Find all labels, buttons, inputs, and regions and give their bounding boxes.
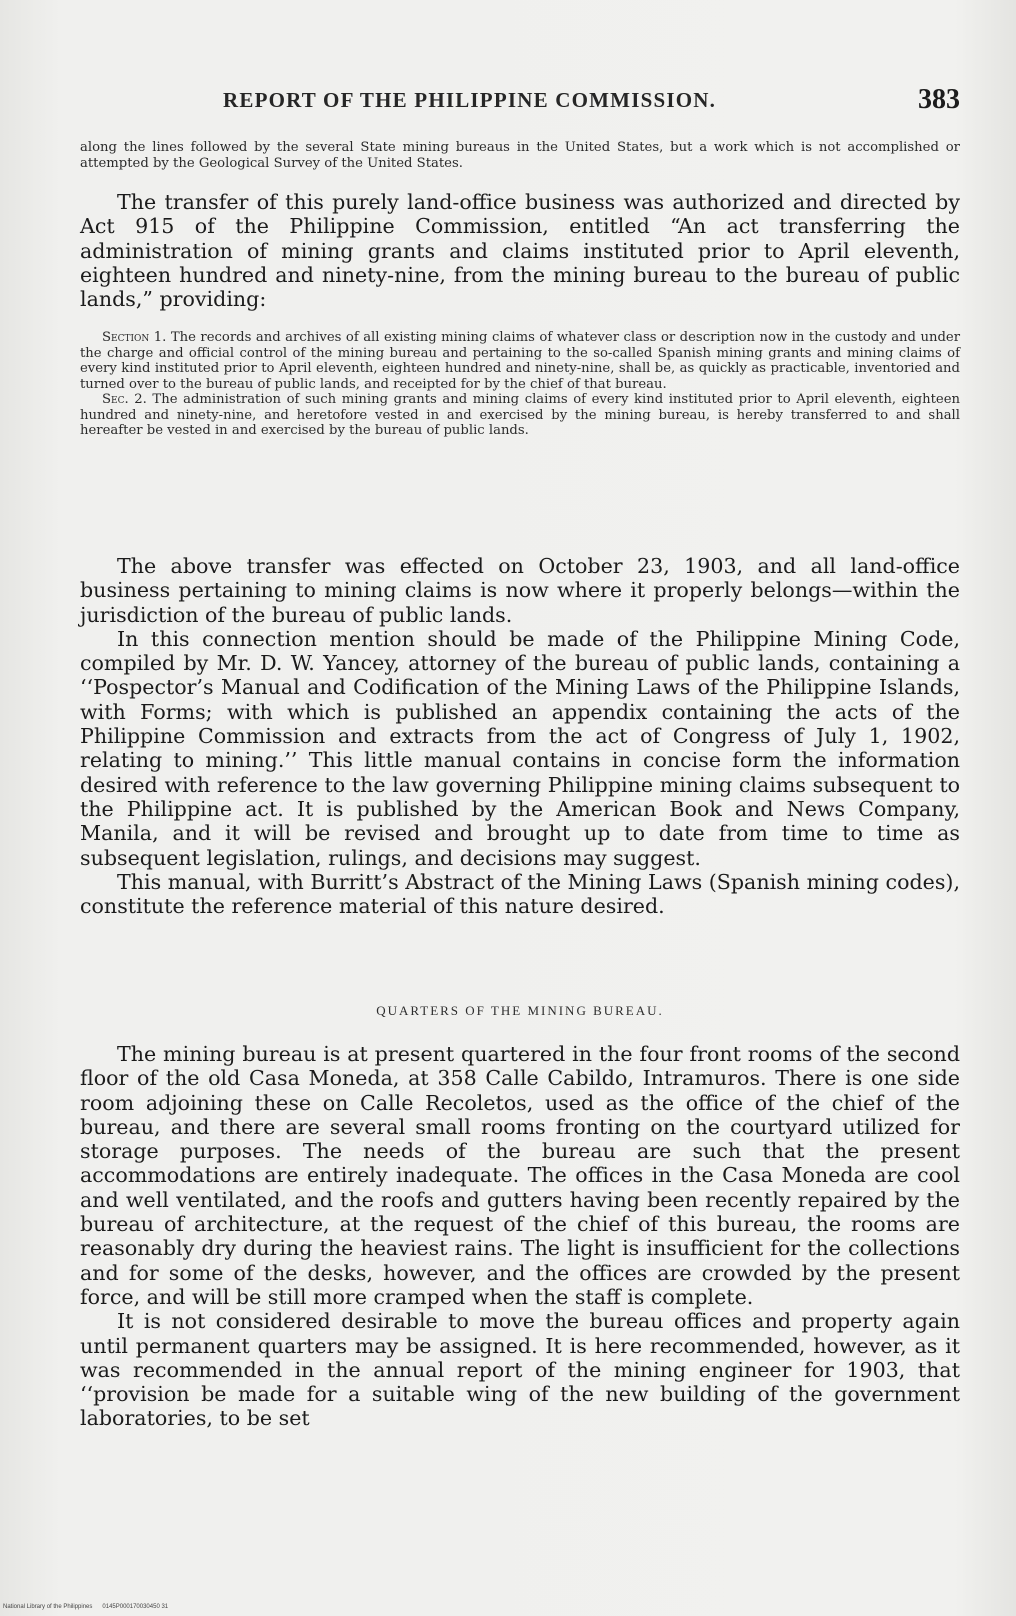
footer-code: 0145P000170030450 31	[102, 1604, 169, 1610]
paragraph-block-2	[80, 554, 960, 918]
section-1-label: Section 1.	[102, 330, 167, 345]
paragraph-6: It is not considered desirable to move the bureau offices and property again until permanent quarters may be assigned. It is here recommended, however, as it was recommended in the annual report of the mining engineer for 1903, that ‘‘provision be made for a suitable wing of the new building of the government laboratories, to be set	[80, 1309, 960, 1431]
section-2-text: The administration of such mining grants and mining claims of every kind instituted prior to April eleventh, eighteen hundred and ninety-nine, and heretofore vested in and exercised by the mining bureau, is hereby transferred to and shall hereafter be vested in and exercised by the bureau of public lands.	[80, 392, 960, 438]
quote-section-2	[80, 392, 960, 439]
page-header	[80, 84, 960, 118]
intro-block	[80, 140, 960, 171]
paragraph-block-1	[80, 190, 960, 311]
section-1-text: The records and archives of all existing mining claims of whatever class or description now in the custody and under the charge and official control of the mining bureau and pertaining to the so-called Spanish mining grants and mining claims of every kind instituted prior to April eleventh, eighteen hundred and ninety-nine, shall be, as quickly as practicable, inventoried and turned over to the bureau of public lands, and receipted for by the chief of that bureau.	[80, 330, 961, 392]
section-2-label: Sec. 2.	[102, 392, 147, 407]
paragraph-4: This manual, with Burritt’s Abstract of the Mining Laws (Spanish mining codes), constitute the reference material of this nature desired.	[80, 869, 960, 919]
act-quotation	[80, 330, 960, 439]
section-heading: QUARTERS OF THE MINING BUREAU.	[376, 1003, 664, 1018]
quote-section-1	[80, 330, 960, 392]
paragraph-3: In this connection mention should be made of the Philippine Mining Code, compiled by Mr. D. W. Yancey, attorney of the bureau of public lands, containing a ‘‘Pospector’s Manual and Codification of the Mining Laws of the Philippine Islands, with Forms; with which is published an appendix containing the acts of the Philippine Commission and extracts from the act of Congress of July 1, 1902, relating to mining.’’ This little manual contains in concise form the information desired with reference to the law governing Philippine mining claims subsequent to the Philippine act. It is published by the American Book and News Company, Manila, and it will be revised and brought up to date from time to time as subsequent legislation, rulings, and decisions may suggest.	[80, 626, 960, 870]
page-number: 383	[918, 84, 960, 115]
paragraph-5: The mining bureau is at present quartered in the four front rooms of the second floor of the old Casa Moneda, at 358 Calle Cabildo, Intramuros. There is one side room adjoining these on Calle Recoletos, used as the office of the chief of the bureau, and there are several small rooms fronting on the courtyard utilized for storage purposes. The needs of the bureau are such that the present accommodations are entirely inadequate. The offices in the Casa Moneda are cool and well ventilated, and the roofs and gutters having been recently repaired by the bureau of architecture, at the request of the chief of this bureau, the rooms are reasonably dry during the heaviest rains. The light is insufficient for the collections and for some of the desks, however, and the offices are crowded by the present force, and will be still more cramped when the staff is complete.	[80, 1042, 960, 1309]
paragraph-block-5	[80, 1042, 960, 1431]
intro-paragraph: along the lines followed by the several State mining bureaus in the United States, but a work which is not accomplished or attempted by the Geological Survey of the United States.	[80, 140, 960, 171]
paragraph-1: The transfer of this purely land-office business was authorized and directed by Act 915 of the Philippine Commission, entitled “An act transferring the administration of mining grants and claims instituted prior to April eleventh, eighteen hundred and ninety-nine, from the mining bureau to the bureau of public lands,” providing:	[80, 190, 960, 312]
footer-library: National Library of the Philippines	[3, 1604, 93, 1610]
running-head: REPORT OF THE PHILIPPINE COMMISSION.	[223, 88, 717, 112]
scan-footer	[3, 1604, 168, 1610]
paragraph-2: The above transfer was effected on October 23, 1903, and all land-office business pertaining to mining claims is now where it properly belongs—within the jurisdiction of the bureau of public lands.	[80, 554, 960, 627]
